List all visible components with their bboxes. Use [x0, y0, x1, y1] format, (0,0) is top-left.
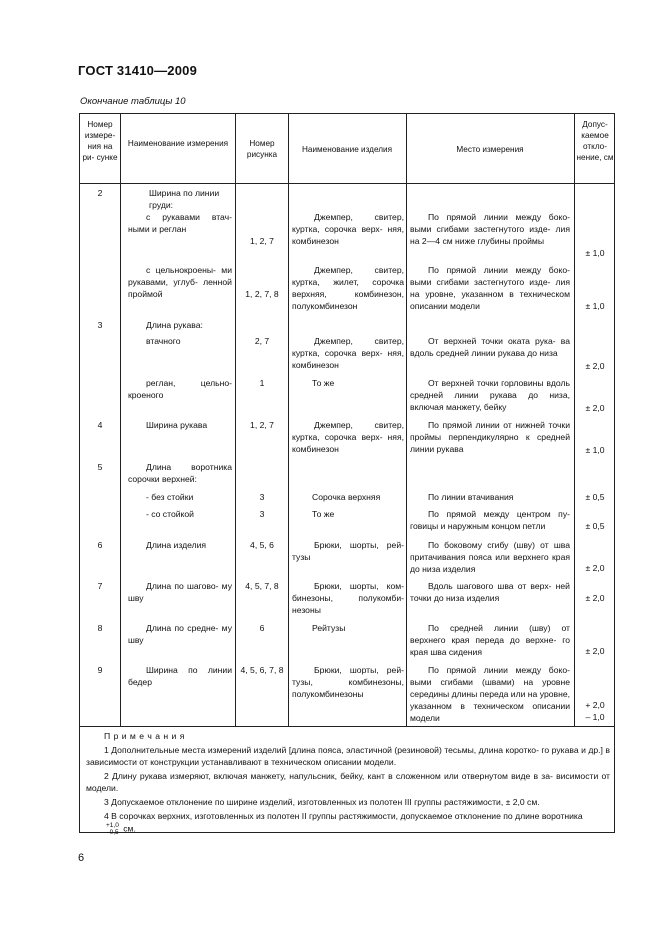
measure-subname: - без стойки	[146, 492, 194, 502]
measure-number: 4	[97, 420, 103, 430]
measure-place: По прямой линии от нижней точки проймы перпендикулярно к средней линии рукава	[410, 420, 570, 454]
item-name: Рейтузы	[312, 623, 346, 633]
measure-place: По прямой линии между боко- выми сгибами застегнутого изде- лия на 2—4 см ниже глубины проймы	[410, 212, 570, 246]
figure-number: 6	[259, 623, 265, 633]
measure-subname: втачного	[146, 336, 181, 346]
header-tolerance: Допус- каемое откло- нение, см	[576, 120, 614, 162]
item-name: Брюки, шорты, ком- бинезоны, полукомби- незоны	[292, 581, 404, 615]
note-4-text: 4 В сорочках верхних, изготовленных из полотен II группы растяжимости, допускаемое отклонение по длине воротника	[104, 811, 583, 821]
table-caption: Окончание таблицы 10	[80, 96, 186, 107]
tolerance: ± 0,5	[585, 492, 605, 502]
note-2: 2 Длину рукава измеряют, включая манжету, напульсник, бейку, кант в сложенном или отвернутом виде в за- висимости от модели.	[86, 771, 610, 793]
measure-place: По средней линии (шву) от верхнего края переда до верхне- го края шва сидения	[410, 623, 570, 657]
note-4-unit: см.	[123, 823, 136, 834]
tolerance: ± 2,0	[585, 361, 605, 371]
measure-name: Ширина по линии груди:	[149, 188, 220, 210]
measure-number: 2	[97, 188, 103, 198]
measure-name: Ширина рукава	[146, 420, 208, 430]
header-measure-place: Место измерения	[456, 145, 524, 154]
page-number: 6	[78, 852, 85, 864]
measure-name: Длина изделия	[146, 540, 207, 550]
measure-name: Ширина по линии бедер	[128, 665, 232, 687]
measure-name: Длина по шагово- му шву	[128, 581, 232, 603]
measure-place: От верхней точки горловины вдоль средней линии рукава до низа, включая манжету, бейку	[410, 378, 570, 412]
figure-number: 1, 2, 7, 8	[245, 289, 279, 299]
header-measure-number: Номер измере- ния на ри- сунке	[82, 120, 118, 162]
tolerance: ± 2,0	[585, 563, 605, 573]
item-name: Джемпер, свитер, куртка, сорочка верх- няя, комбинезон	[292, 420, 404, 454]
note-4	[86, 810, 610, 836]
item-name: Сорочка верхняя	[312, 492, 381, 502]
measure-place: По боковому сгибу (шву) от шва притачивания пояса или верхнего края до низа изделия	[410, 540, 570, 574]
tolerance: ± 1,0	[585, 301, 605, 311]
measure-subname: с рукавами втач- ными и реглан	[128, 212, 232, 234]
figure-number: 4, 5, 6, 7, 8	[240, 665, 284, 675]
measure-number: 3	[97, 320, 103, 330]
measure-number: 8	[97, 623, 103, 633]
column-divider	[406, 114, 407, 726]
tolerance: ± 2,0	[585, 403, 605, 413]
figure-number: 3	[259, 509, 265, 519]
tolerance: ± 1,0	[585, 248, 605, 258]
tolerance-fraction	[88, 822, 119, 836]
measure-place: Вдоль шагового шва от верх- ней точки до низа изделия	[410, 581, 570, 603]
document-title: ГОСТ 31410—2009	[78, 63, 197, 78]
tolerance: ± 0,5	[585, 521, 605, 531]
fraction-upper: +1,0	[106, 822, 119, 829]
figure-number: 4, 5, 7, 8	[245, 581, 279, 591]
column-divider	[288, 114, 289, 726]
fraction-lower: –0,5	[106, 829, 119, 836]
measure-number: 7	[97, 581, 103, 591]
measure-place: От верхней точки оката рука- ва вдоль средней линии рукава до низа	[410, 336, 570, 358]
measure-subname: - со стойкой	[146, 509, 194, 519]
column-divider	[235, 114, 236, 726]
figure-number: 1, 2, 7	[250, 236, 274, 246]
header-figure-number: Номер рисунка	[246, 139, 278, 159]
column-divider	[120, 114, 121, 726]
item-name: То же	[312, 378, 335, 388]
measure-number: 6	[97, 540, 103, 550]
header-measure-name: Наименование измерения	[127, 139, 229, 148]
item-name: То же	[312, 509, 335, 519]
measure-name: Длина рукава:	[146, 320, 203, 330]
measure-place: По прямой линии между боко- выми сгибами (швами) на уровне середины длины переда или на уровне, указанном в техническом описании модели	[410, 665, 570, 723]
item-name: Брюки, шорты, рей- тузы	[292, 540, 404, 562]
note-1: 1 Дополнительные места измерений изделий [длина пояса, эластичной (резиновой) тесьмы, длина коротко- го рукава и др.] в зависимости от конструкции устанавливают в техническом описании модели.	[86, 745, 610, 767]
note-3: 3 Допускаемое отклонение по ширине изделий, изготовленных из полотен III группы растяжимости, ± 2,0 см.	[104, 797, 540, 807]
item-name: Джемпер, свитер, куртка, сорочка верх- няя, комбинезон	[292, 212, 404, 246]
figure-number: 1, 2, 7	[250, 420, 274, 430]
measure-name: Длина по средне- му шву	[128, 623, 232, 645]
item-name: Джемпер, свитер, куртка, сорочка верх- няя, комбинезон	[292, 336, 404, 370]
measure-name: Длина воротника сорочки верхней:	[128, 462, 232, 484]
notes-divider	[80, 726, 614, 727]
item-name: Брюки, шорты, рей- тузы, комбинезоны, полукомбинезоны	[292, 665, 404, 699]
header-item-name: Наименование изделия	[301, 145, 393, 154]
measure-number: 5	[97, 462, 103, 472]
measure-place: По прямой между центром пу- говицы и наружным концом петли	[410, 509, 570, 531]
measure-subname: реглан, цельно- кроеного	[128, 378, 232, 400]
figure-number: 3	[259, 492, 265, 502]
figure-number: 4, 5, 6	[250, 540, 274, 550]
measurements-table	[79, 113, 615, 836]
tolerance: ± 2,0	[585, 646, 605, 656]
item-name: Джемпер, свитер, куртка, жилет, сорочка верхняя, комбинезон, полукомбинезон	[292, 265, 404, 311]
tolerance: ± 1,0	[585, 445, 605, 455]
figure-number: 2, 7	[254, 336, 270, 346]
measure-place: По линии втачивания	[428, 492, 514, 502]
tolerance-minus: – 1,0	[585, 712, 605, 722]
tolerance: ± 2,0	[585, 593, 605, 603]
measure-subname: с цельнокроены- ми рукавами, углуб- ленной проймой	[128, 265, 232, 299]
notes-title: П р и м е ч а н и я	[104, 731, 185, 741]
figure-number: 1	[259, 378, 265, 388]
measure-place: По прямой линии между боко- выми сгибами застегнутого изде- лия на уровне, указанном в техническом описании модели	[410, 265, 570, 311]
header-divider	[80, 183, 614, 184]
tolerance-plus: + 2,0	[585, 700, 605, 710]
measure-number: 9	[97, 665, 103, 675]
column-divider	[574, 114, 575, 726]
